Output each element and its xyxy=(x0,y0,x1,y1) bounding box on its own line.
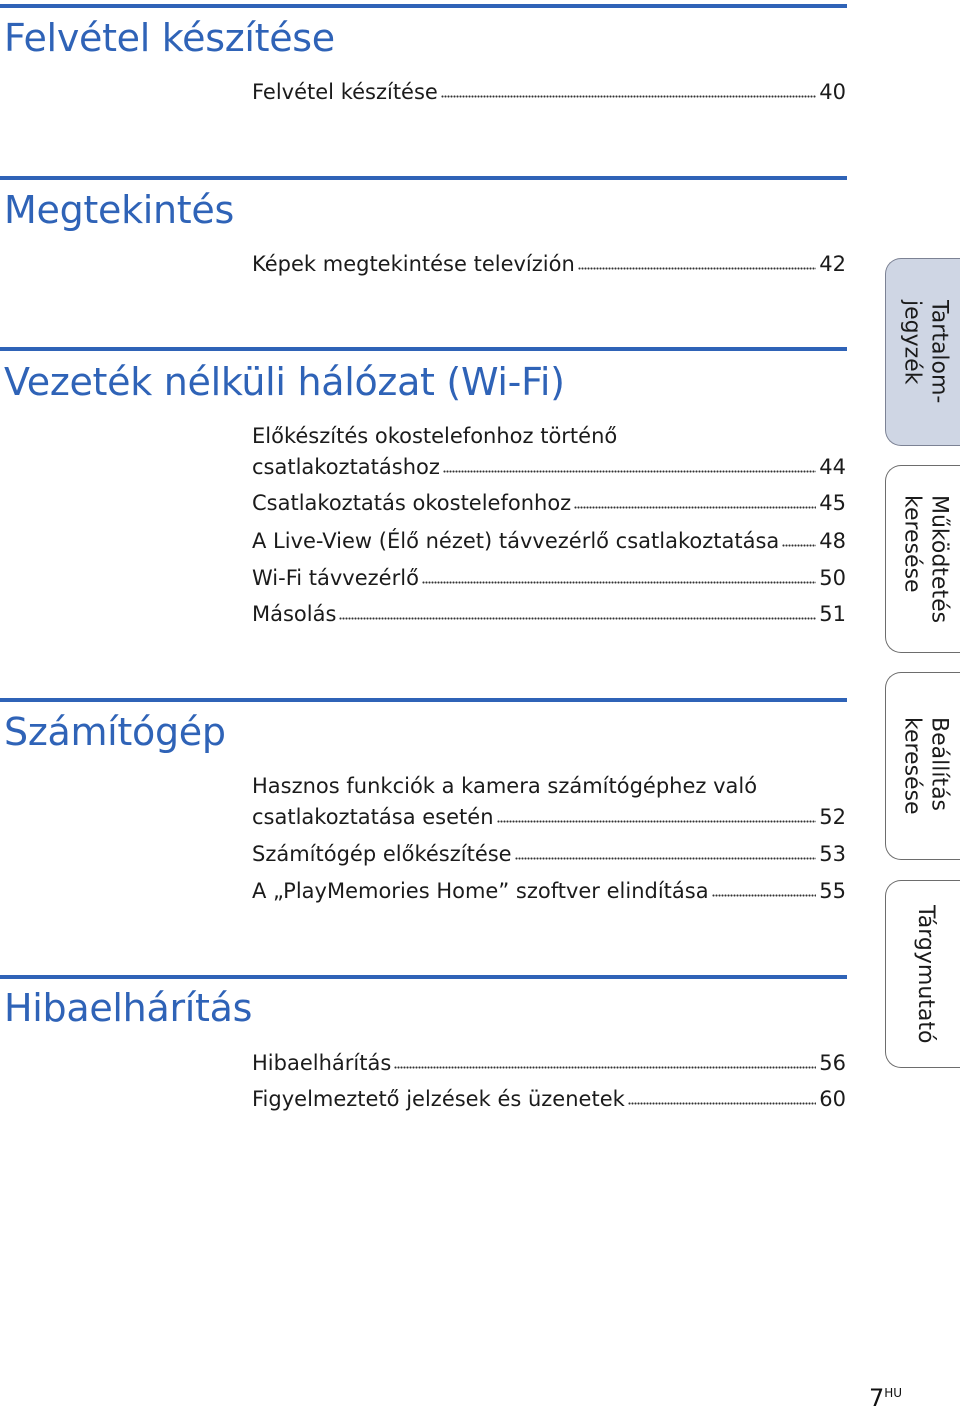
tab-label: Beállítás keresése xyxy=(899,717,952,815)
dot-leader xyxy=(574,506,816,509)
tab-targymutato[interactable] xyxy=(885,880,960,1068)
dot-leader xyxy=(394,1066,816,1069)
entry-page: 56 xyxy=(819,1051,846,1075)
entry-label: Képek megtekintése televízión xyxy=(252,252,575,276)
section-rule xyxy=(0,347,847,351)
entry-label: A Live-View (Élő nézet) távvezérlő csatlakoztatása xyxy=(252,529,780,553)
dot-leader xyxy=(782,544,816,547)
dot-leader xyxy=(441,95,816,98)
entry-page: 60 xyxy=(819,1087,846,1111)
tab-label: Tartalom- jegyzék xyxy=(899,300,952,404)
entry-page: 51 xyxy=(819,602,846,626)
section-title-megtekintes: Megtekintés xyxy=(4,188,234,232)
entry-page: 40 xyxy=(819,80,846,104)
toc-entry-live-view[interactable] xyxy=(252,527,846,555)
entry-page: 53 xyxy=(819,842,846,866)
entry-page: 42 xyxy=(819,252,846,276)
section-title-hibaelharitas: Hibaelhárítás xyxy=(4,986,253,1030)
entry-page: 50 xyxy=(819,566,846,590)
entry-page: 45 xyxy=(819,491,846,515)
section-rule xyxy=(0,975,847,979)
tab-mukodtetes-keresese[interactable] xyxy=(885,465,960,653)
entry-label: Másolás xyxy=(252,602,337,626)
toc-entry-szamitogep-elokeszitese[interactable] xyxy=(252,840,846,868)
entry-label: Figyelmeztető jelzések és üzenetek xyxy=(252,1087,625,1111)
toc-entry-hibaelharitas[interactable] xyxy=(252,1049,846,1077)
entry-label: csatlakoztatáshoz xyxy=(252,455,440,479)
section-rule xyxy=(0,176,847,180)
section-rule xyxy=(0,4,847,8)
entry-page: 48 xyxy=(819,529,846,553)
section-title-felvetel: Felvétel készítése xyxy=(4,16,335,60)
entry-page: 44 xyxy=(819,455,846,479)
toc-entry-figyelmezteto-jelzesek[interactable] xyxy=(252,1085,846,1113)
toc-entry-wifi-tavvezerlo[interactable] xyxy=(252,564,846,592)
dot-leader xyxy=(339,617,816,620)
entry-label: Csatlakoztatás okostelefonhoz xyxy=(252,491,572,515)
entry-label: Számítógép előkészítése xyxy=(252,842,512,866)
tab-beallitas-keresese[interactable] xyxy=(885,672,960,860)
entry-label: Felvétel készítése xyxy=(252,80,438,104)
tab-label: Tárgymutató xyxy=(913,904,938,1044)
tab-label: Működtetés keresése xyxy=(899,494,952,624)
section-title-wifi: Vezeték nélküli hálózat (Wi-Fi) xyxy=(4,360,565,404)
tab-tartalomjegyzek[interactable] xyxy=(885,258,960,446)
page-number-suffix: HU xyxy=(884,1386,903,1400)
entry-label-line1[interactable]: Hasznos funkciók a kamera számítógéphez való xyxy=(252,774,758,798)
page-number xyxy=(869,1384,902,1412)
toc-entry-kepek-televizion[interactable] xyxy=(252,250,846,278)
toc-entry-csatlakoztatas-okostelefon[interactable] xyxy=(252,489,846,517)
dot-leader xyxy=(422,581,816,584)
section-title-szamitogep: Számítógép xyxy=(4,710,226,754)
dot-leader xyxy=(712,894,817,897)
dot-leader xyxy=(443,470,816,473)
entry-label-line1[interactable]: Előkészítés okostelefonhoz történő xyxy=(252,424,618,448)
toc-entry-felvetel-keszitese[interactable] xyxy=(252,78,846,106)
entry-label: csatlakoztatása esetén xyxy=(252,805,494,829)
entry-page: 52 xyxy=(819,805,846,829)
toc-entry-masolas[interactable] xyxy=(252,600,846,628)
section-rule xyxy=(0,698,847,702)
entry-page: 55 xyxy=(819,879,846,903)
entry-label: A „PlayMemories Home” szoftver elindítása xyxy=(252,879,709,903)
toc-entry-hasznos-funkciok[interactable] xyxy=(252,803,846,831)
dot-leader xyxy=(515,857,817,860)
dot-leader xyxy=(628,1102,816,1105)
entry-label: Hibaelhárítás xyxy=(252,1051,392,1075)
toc-entry-playmemories-home[interactable] xyxy=(252,877,846,905)
page-number-value: 7 xyxy=(869,1384,885,1412)
entry-label: Wi-Fi távvezérlő xyxy=(252,566,419,590)
dot-leader xyxy=(578,267,816,270)
toc-entry-okostelefon-elokeszites[interactable] xyxy=(252,453,846,481)
dot-leader xyxy=(497,820,817,823)
